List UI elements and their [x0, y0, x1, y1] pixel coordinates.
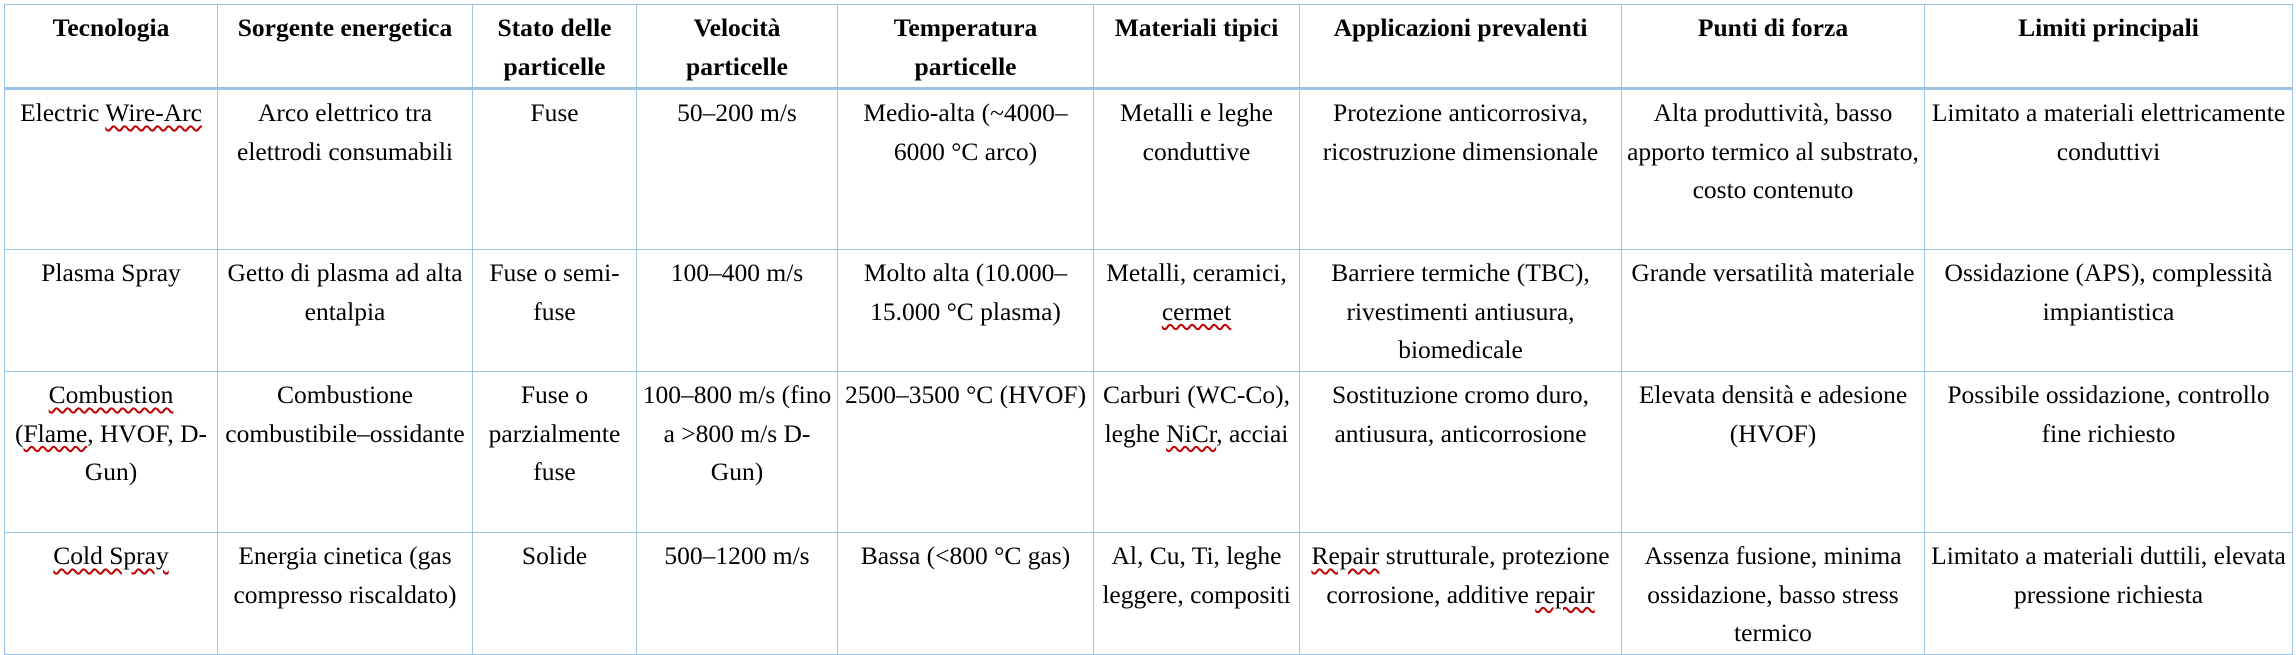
spellcheck-flagged-word: repair: [1535, 579, 1595, 609]
table-cell: [473, 89, 637, 250]
table-cell: [1300, 372, 1622, 533]
cell-text: Medio-alta (~4000–6000 °C arco): [863, 98, 1068, 166]
cell-text: strutturale, protezione corrosione, additive: [1326, 541, 1610, 609]
cell-text: Limitato a materiali elettricamente conduttivi: [1931, 98, 2286, 166]
cell-text: Fuse o parzialmente fuse: [488, 380, 621, 486]
cell-text: Protezione anticorrosiva, ricostruzione dimensionale: [1322, 98, 1599, 166]
cell-text: Molto alta (10.000–15.000 °C plasma): [863, 258, 1068, 326]
table-cell: [1094, 372, 1300, 533]
cell-text: Fuse o semi-fuse: [489, 258, 620, 326]
table-cell: [1925, 89, 2293, 250]
header-cell-limiti-principali: Limiti principali: [1925, 5, 2293, 89]
cell-text: 50–200 m/s: [677, 98, 797, 127]
table-cell: [838, 533, 1094, 655]
table-cell: [218, 89, 473, 250]
table-cell: [1622, 372, 1925, 533]
spellcheck-flagged-word: cermet: [1161, 296, 1232, 326]
table-cell: [1622, 533, 1925, 655]
cell-text: Elevata densità e adesione (HVOF): [1638, 380, 1908, 448]
cell-text: 100–400 m/s: [670, 258, 804, 287]
table-cell: [1925, 533, 2293, 655]
cell-text: Plasma Spray: [41, 258, 181, 287]
table-cell: [218, 533, 473, 655]
header-cell-materiali-tipici: Materiali tipici: [1094, 5, 1300, 89]
cell-text: Bassa (<800 °C gas): [860, 541, 1071, 570]
thermal-spray-comparison-table: [4, 4, 2293, 655]
table-cell: [5, 89, 218, 250]
table-row: [5, 250, 2293, 372]
table-cell: [637, 372, 838, 533]
table-cell: [1925, 250, 2293, 372]
cell-text: Al, Cu, Ti, leghe leggere, compositi: [1102, 541, 1291, 609]
table-cell: [1925, 372, 2293, 533]
table-row: [5, 372, 2293, 533]
table-cell: [473, 533, 637, 655]
table-cell: [838, 89, 1094, 250]
table-cell: [218, 372, 473, 533]
cell-text: (: [14, 418, 24, 448]
header-cell-sorgente-energetica: Sorgente energetica: [218, 5, 473, 89]
cell-text: Energia cinetica (gas compresso riscaldato): [233, 541, 457, 609]
table-cell: [1300, 89, 1622, 250]
header-cell-applicazioni-prevalenti: Applicazioni prevalenti: [1300, 5, 1622, 89]
table-cell: [5, 372, 218, 533]
table-cell: [838, 250, 1094, 372]
cell-text: Ossidazione (APS), complessità impiantistica: [1944, 258, 2273, 326]
cell-text: , acciai: [1216, 418, 1289, 448]
table-cell: [637, 533, 838, 655]
table-cell: [637, 89, 838, 250]
header-cell-velocita-particelle: Velocità particelle: [637, 5, 838, 89]
table-cell: [1094, 533, 1300, 655]
spellcheck-flagged-word: Wire-Arc: [105, 98, 202, 127]
table-cell: [1094, 250, 1300, 372]
cell-text: Electric: [20, 98, 106, 127]
table-cell: [1094, 89, 1300, 250]
cell-text: Barriere termiche (TBC), rivestimenti antiusura, biomedicale: [1331, 258, 1590, 364]
cell-text: Combustione combustibile–ossidante: [225, 380, 465, 448]
table-cell: [473, 372, 637, 533]
table-cell: [1300, 250, 1622, 372]
table-cell: [1622, 89, 1925, 250]
cell-text: Limitato a materiali duttili, elevata pressione richiesta: [1931, 541, 2286, 609]
cell-text: Assenza fusione, minima ossidazione, basso stress termico: [1644, 541, 1902, 647]
spellcheck-flagged-word: Flame: [23, 418, 88, 448]
header-row: [5, 5, 2293, 89]
table-cell: [218, 250, 473, 372]
table-cell: [1300, 533, 1622, 655]
cell-text: Getto di plasma ad alta entalpia: [227, 258, 463, 326]
table-cell: [5, 250, 218, 372]
cell-text: 2500–3500 °C (HVOF): [844, 380, 1087, 409]
header-cell-temperatura-particelle: Temperatura particelle: [838, 5, 1094, 89]
cell-text: Arco elettrico tra elettrodi consumabili: [237, 98, 453, 166]
cell-text: Fuse: [530, 98, 579, 127]
table-row: [5, 89, 2293, 250]
spellcheck-flagged-word: Repair: [1311, 541, 1380, 570]
cell-text: 500–1200 m/s: [664, 541, 810, 570]
cell-text: 100–800 m/s (fino a >800 m/s D-Gun): [642, 380, 832, 486]
header-cell-punti-di-forza: Punti di forza: [1622, 5, 1925, 89]
cell-text: Alta produttività, basso apporto termico al substrato, costo contenuto: [1627, 98, 1919, 204]
cell-text: Possibile ossidazione, controllo fine richiesto: [1947, 380, 2270, 448]
table-row: [5, 533, 2293, 655]
table-cell: [473, 250, 637, 372]
comparison-table-container: [4, 4, 2292, 655]
cell-text: , HVOF, D-Gun): [84, 418, 208, 486]
spellcheck-flagged-word: NiCr: [1166, 418, 1217, 448]
table-cell: [637, 250, 838, 372]
table-cell: [5, 533, 218, 655]
cell-text: Carburi (WC-Co), leghe: [1103, 380, 1290, 448]
spellcheck-flagged-word: Cold Spray: [53, 541, 169, 570]
cell-text: Metalli, ceramici,: [1106, 258, 1287, 287]
cell-text: Sostituzione cromo duro, antiusura, anticorrosione: [1331, 380, 1590, 448]
cell-text: Metalli e leghe conduttive: [1120, 98, 1273, 166]
cell-text: Solide: [521, 541, 588, 570]
header-cell-stato-particelle: Stato delle particelle: [473, 5, 637, 89]
header-cell-tecnologia: Tecnologia: [5, 5, 218, 89]
table-cell: [1622, 250, 1925, 372]
cell-text: Grande versatilità materiale: [1631, 258, 1915, 287]
table-cell: [838, 372, 1094, 533]
spellcheck-flagged-word: Combustion: [48, 380, 174, 409]
